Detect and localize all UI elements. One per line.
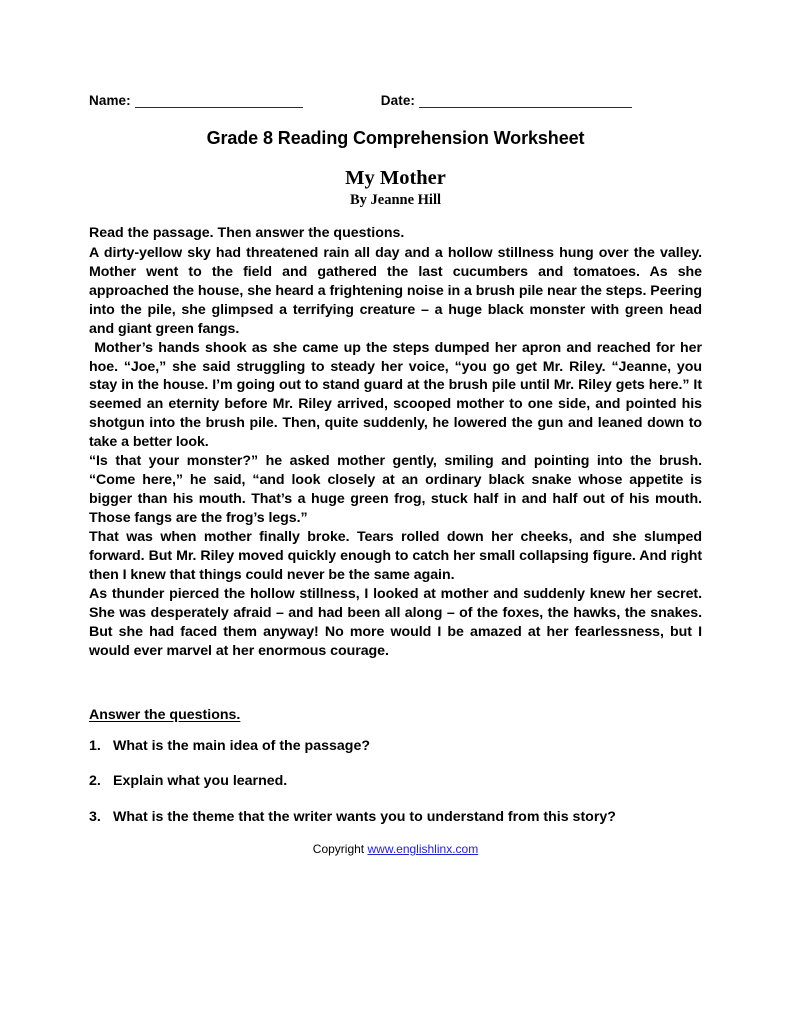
question-item [89,808,702,826]
passage-body [89,244,702,661]
reading-instruction: Read the passage. Then answer the questions. [89,225,405,242]
passage-paragraph: A dirty-yellow sky had threatened rain all day and a hollow stillness hung over the valley. Mother went to the field and gathered the last cucumbers and tomatoes. As she approached the house, she heard a frightening noise in a brush pile near the steps. Peering into the pile, she glimpsed a terrifying creature – a huge black monster with green head and giant green fangs. [89,244,702,337]
page-title: Grade 8 Reading Comprehension Worksheet [206,128,585,148]
questions-heading: Answer the questions. [89,706,241,723]
copyright-label: Copyright [312,842,365,856]
date-blank-field[interactable] [419,94,632,108]
question-text: What is the theme that the writer wants you to understand from this story? [113,808,616,825]
question-text: What is the main idea of the passage? [113,737,371,754]
story-author: By Jeanne Hill [349,192,442,209]
name-group [89,93,303,108]
passage-paragraph: “Is that your monster?” he asked mother gently, smiling and pointing into the brush. “Come here,” he said, “and look closely at an ordinary black snake whose appetite is bigger than his mouth. That’s a huge green frog, stuck half in and half out of his mouth. Those fangs are the frog’s legs.” [89,453,702,527]
passage-paragraph: Mother’s hands shook as she came up the steps dumped her apron and reached for her hoe. “Joe,” she said struggling to steady her voice, “you go get Mr. Riley. “Jeanne, you stay in the house. I’m going out to stand guard at the brush pile until Mr. Riley gets here.” It seemed an eternity before Mr. Riley arrived, scooped mother to one side, and pointed his shotgun into the brush pile. Then, quite suddenly, he lowered the gun and leaned down to take a better look. [89,339,702,451]
name-label: Name: [89,93,131,108]
question-text: Explain what you learned. [113,773,288,790]
worksheet-content [89,88,702,843]
question-item [89,737,702,755]
passage-paragraph: That was when mother finally broke. Tears rolled down her cheeks, and she slumped forward. But Mr. Riley moved quickly enough to catch her small collapsing figure. And right then I knew that things could never be the same again. [89,529,702,583]
englishlinx-link[interactable]: www.englishlinx.com [367,842,479,856]
question-number: 2. [89,773,101,790]
date-label: Date: [380,93,416,108]
date-group [381,93,632,108]
passage-paragraph: As thunder pierced the hollow stillness, I looked at mother and suddenly knew her secret. She was desperately afraid – and had been all along – of the foxes, the hawks, the snakes. But she had faced them anyway! No more would I be amazed at her fearlessness, but I would ever marvel at her enormous courage. [89,585,702,659]
question-item [89,772,702,790]
story-title: My Mother [345,166,446,189]
footer [0,842,791,856]
name-date-row [89,88,702,108]
question-number: 1. [89,737,101,754]
name-blank-field[interactable] [135,94,303,108]
question-number: 3. [89,808,101,825]
questions-section [89,707,702,826]
